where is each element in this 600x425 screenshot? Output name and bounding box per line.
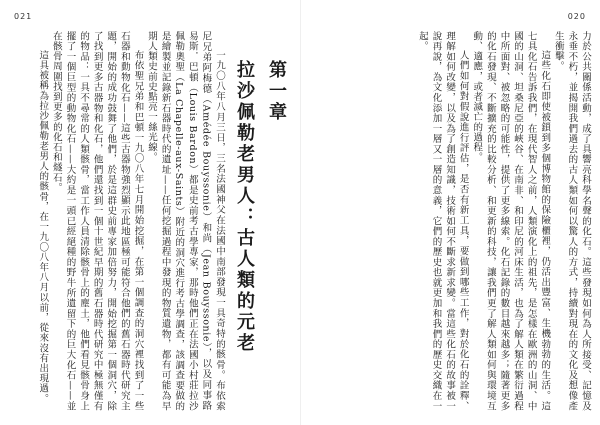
left-paragraph-2: 布依聖兄弟和巴頓一九〇八年七月開始挖掘，在第一個調查的洞穴裡找到了一些石器和動物化石——這些古器物強烈顯示此地區極可能符合他們的舊石器時代研究主題，開始的成功鼓舞了他們，於是這群史前專家加倍努力，開始挖掘第一個洞穴，除了找到更多古器物和化石，他們還找到一個十世紀早期的舊石器時代研究中極無僅有的物品：一具不尋常的人類骸骨，當工作人員清除骸骨上的塵土，他們看見骸骨身上擺了一個巨型的動物化石——大約是一頭已經絕種的野牛所遺留下的巨大化石——並在骸骨周圍找到更多的化石和燧石。: [50, 31, 144, 411]
left-page-body: [14, 31, 226, 411]
left-paragraph-3: 這具被稱為拉沙佩勒老男人的骸骨，在一九〇八年八月以前，從來沒有出現過。: [37, 50, 49, 404]
page-number-left: 021: [14, 12, 33, 21]
right-paragraph-3: 人們如何對假說進行評估，是否有新工具，要做到哪些工作，對於化石的詮釋、理解如何改變，以及為了創造知識，技術如何不斷求新求變。當這些化石的故事被一說再說，為文化添加一層又一層的意義，它們的歷史也就更加和我們的歷史交織在一起。: [416, 31, 469, 411]
left-paragraph-1: 一九〇八年八月三日，三名法國神父在法國中南部發現一具奇特的骸骨。布依索尼兄弟阿梅德（Amédée Bouyssonie）和尚（Jean Bouyssonie），以及同事路易斯．巴頓（Louis Bardon）都是史前考古學專家，那時他們正在法國小村莊拉沙佩勒奧聖（La Chapelle-aux-Saints）附近的洞穴進行考古學調查，該調查要做的是繪製並記錄新石器時代的遺址——任何挖掘過程中發現的物質遺物，都有可能為早期人類史前史點亮一絲光線。: [146, 31, 225, 411]
right-page-body: [332, 31, 592, 411]
right-paragraph-2: 這些化石即使被鎖到多個博物館的保險櫃裡，仍活出豐富、生機勃勃的生活。這七具化石告訴我們，在現代智人之前，人類演化上的祖先，是怎樣在歐洲的山洞、中國的山洞、坦桑尼亞的峽谷、在南非、和印尼的河床生活，也為了解人類在繁衍過程中所面對、被忽略的可能性，提供了更多線索。化石記錄的數目越來越多；隨著更多的化石發現、不斷擴充的比較分析、和更新的科技，讓我們更了解人類如何與環境互動、適應，或者滅亡的過程。: [471, 31, 551, 411]
right-paragraph-1: 力於公共關係活動，成了具響亮科學名聲的化石。這些發現如何為人所接受、記憶及永垂不朽，並揭開我們過去的古人類如何以驚人的方式，持續對現在的文化及想像產生衝擊。: [552, 31, 591, 411]
spine-shadow: [300, 0, 301, 425]
chapter-label: 第一章: [266, 60, 287, 123]
chapter-title-text: 拉沙佩勒老男人：古人類的元老: [234, 60, 255, 354]
chapter-heading: [234, 60, 288, 360]
page-number-right: 020: [567, 12, 586, 21]
